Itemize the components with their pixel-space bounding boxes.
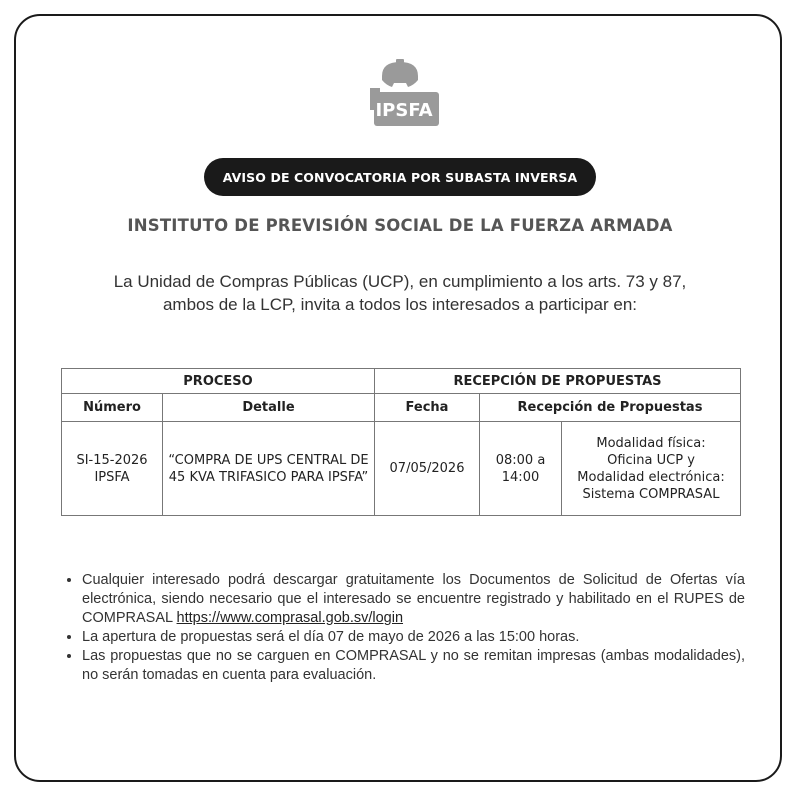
col-numero: Número	[62, 394, 163, 422]
logo-text: IPSFA	[375, 100, 433, 121]
intro-line-1: La Unidad de Compras Públicas (UCP), en cumplimiento a los arts. 73 y 87,	[113, 272, 687, 291]
organization-title: INSTITUTO DE PREVISIÓN SOCIAL DE LA FUERZA ARMADA	[127, 216, 673, 235]
list-item	[82, 571, 745, 628]
numero-line-2: IPSFA	[94, 469, 130, 485]
notice-type-banner	[204, 158, 596, 196]
group-header-proceso: PROCESO	[62, 369, 375, 394]
group-header-row	[62, 369, 741, 394]
col-detalle: Detalle	[163, 394, 375, 422]
cell-numero	[62, 422, 163, 516]
cell-fecha: 07/05/2026	[375, 422, 480, 516]
modalidad-line-3: Modalidad electrónica:	[577, 469, 725, 485]
numero-line-1: SI-15-2026	[76, 452, 148, 468]
modalidad-line-1: Modalidad física:	[596, 435, 706, 451]
cell-horario	[480, 422, 562, 516]
cell-detalle: “COMPRA DE UPS CENTRAL DE 45 KVA TRIFASICO PARA IPSFA”	[163, 422, 375, 516]
intro-paragraph	[60, 270, 740, 316]
modalidad-line-4: Sistema COMPRASAL	[582, 486, 720, 502]
process-table	[61, 368, 741, 516]
table-row	[62, 422, 741, 516]
col-fecha: Fecha	[375, 394, 480, 422]
ipsfa-logo	[356, 58, 444, 128]
note-1-text: Cualquier interesado podrá descargar gratuitamente los Documentos de Solicitud de Ofertas vía electrónica, siendo necesario que el interesado se encuentre registrado y habilitado en el RUPES de COMPRASAL	[82, 572, 745, 626]
intro-line-2: ambos de la LCP, invita a todos los interesados a participar en:	[162, 295, 638, 314]
comprasal-link[interactable]: https://www.comprasal.gob.sv/login	[176, 610, 404, 626]
group-header-recepcion: RECEPCIÓN DE PROPUESTAS	[375, 369, 741, 394]
horario-line-2: 14:00	[501, 469, 540, 485]
modalidad-line-2: Oficina UCP y	[607, 452, 695, 468]
cell-modalidad	[562, 422, 741, 516]
list-item: • La apertura de propuestas será el día 07 de mayo de 2026 a las 15:00 horas.	[82, 628, 745, 647]
notes-list	[64, 571, 745, 685]
column-header-row	[62, 394, 741, 422]
list-item: • Las propuestas que no se carguen en COMPRASAL y no se remitan impresas (ambas modalidades), no serán tomadas en cuenta para evaluación.	[82, 647, 745, 685]
banner-text: AVISO DE CONVOCATORIA POR SUBASTA INVERSA	[222, 169, 578, 185]
horario-line-1: 08:00 a	[495, 452, 546, 468]
col-recepcion: Recepción de Propuestas	[480, 394, 741, 422]
